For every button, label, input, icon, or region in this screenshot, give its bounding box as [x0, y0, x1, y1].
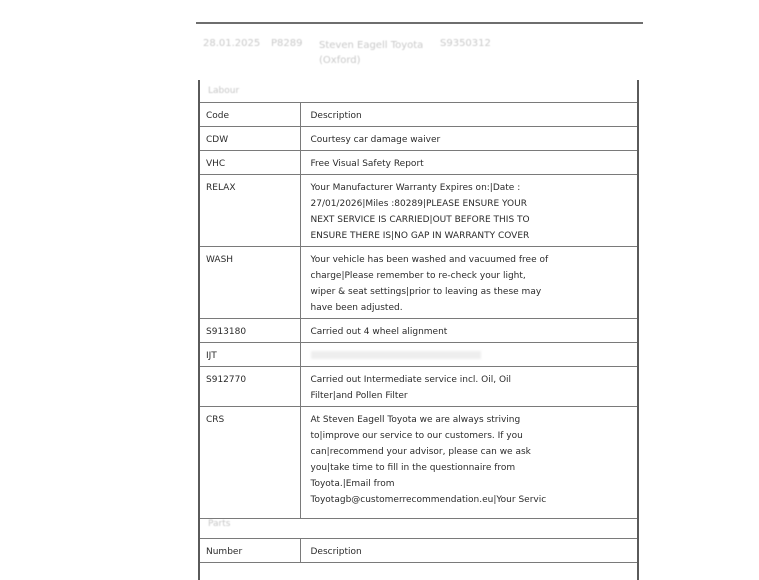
labour-header-row — [200, 103, 637, 127]
parts-col-description: Description — [300, 539, 637, 563]
labour-table — [200, 102, 637, 519]
labour-col-description: Description — [300, 103, 637, 127]
labour-section-label: Labour — [208, 86, 240, 96]
labour-description-cell: Free Visual Safety Report — [300, 151, 637, 175]
parts-header-row — [200, 539, 637, 563]
labour-row — [200, 151, 637, 175]
labour-description-cell: Your vehicle has been washed and vacuumed free of charge|Please remember to re-check your light, wiper & seat settings|prior to leaving as these may have been adjusted. — [300, 247, 637, 319]
parts-col-number: Number — [200, 539, 300, 563]
labour-code-cell: WASH — [200, 247, 300, 319]
top-rule — [196, 22, 643, 24]
labour-description-cell — [300, 343, 637, 367]
labour-code-cell: CDW — [200, 127, 300, 151]
labour-code-cell: VHC — [200, 151, 300, 175]
parts-section-label: Parts — [208, 519, 231, 529]
labour-code-cell: RELAX — [200, 175, 300, 247]
labour-description-cell: At Steven Eagell Toyota we are always striving to|improve our service to our customers. If you can|recommend your advisor, please can we ask you|take time to fill in the questionnaire from Toyota.|Email from Toyotagb@customerrecommendation.eu|Your Servic — [300, 407, 637, 519]
labour-row — [200, 319, 637, 343]
labour-description-cell: Your Manufacturer Warranty Expires on:|Date : 27/01/2026|Miles :80289|PLEASE ENSURE YOUR NEXT SERVICE IS CARRIED|OUT BEFORE THIS TO ENSURE THERE IS|NO GAP IN WARRANTY COVER — [300, 175, 637, 247]
labour-row — [200, 247, 637, 319]
labour-code-cell: CRS — [200, 407, 300, 519]
parts-table — [200, 538, 637, 563]
header-code: P8289 — [271, 38, 303, 49]
labour-code-cell: IJT — [200, 343, 300, 367]
labour-description-cell: Courtesy car damage waiver — [300, 127, 637, 151]
labour-code-cell: S913180 — [200, 319, 300, 343]
labour-description-cell: Carried out 4 wheel alignment — [300, 319, 637, 343]
labour-col-code: Code — [200, 103, 300, 127]
header-reference: S9350312 — [440, 38, 491, 49]
labour-code-cell: S912770 — [200, 367, 300, 407]
labour-row — [200, 343, 637, 367]
labour-row — [200, 367, 637, 407]
labour-description-cell: Carried out Intermediate service incl. Oil, Oil Filter|and Pollen Filter — [300, 367, 637, 407]
header-dealer: Steven Eagell Toyota (Oxford) — [319, 40, 424, 66]
labour-row — [200, 407, 637, 519]
invoice-header — [203, 38, 643, 70]
header-date: 28.01.2025 — [203, 38, 261, 49]
labour-row — [200, 175, 637, 247]
labour-row — [200, 127, 637, 151]
redacted-text — [311, 351, 481, 359]
